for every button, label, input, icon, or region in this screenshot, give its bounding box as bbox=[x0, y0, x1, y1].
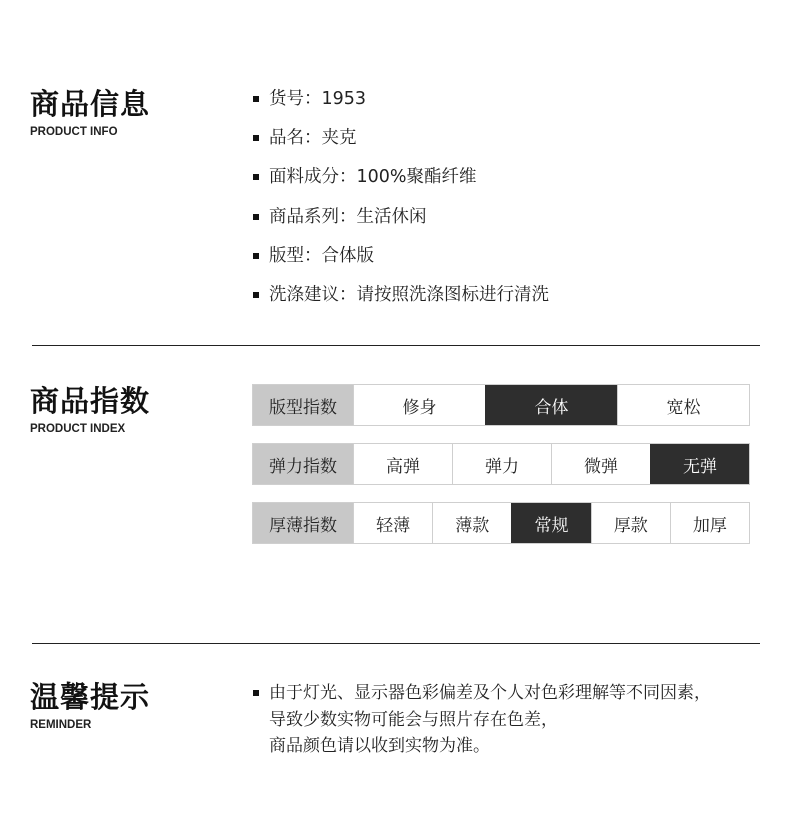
product-info-title: 商品信息 bbox=[30, 87, 151, 121]
fit-index-row bbox=[252, 384, 750, 426]
elasticity-option: 弹力 bbox=[452, 444, 551, 484]
elasticity-index-row bbox=[252, 443, 750, 485]
product-index-heading bbox=[30, 383, 150, 435]
info-item-fit: 版型：合体版 bbox=[253, 241, 549, 280]
info-item-fabric: 面料成分：100%聚酯纤维 bbox=[253, 162, 549, 201]
product-index-subtitle: PRODUCT INDEX bbox=[30, 423, 126, 435]
product-info-subtitle: PRODUCT INFO bbox=[30, 126, 118, 138]
thickness-option: 轻薄 bbox=[353, 503, 432, 543]
reminder-subtitle: REMINDER bbox=[30, 719, 92, 731]
info-item-name: 品名：夹克 bbox=[253, 123, 549, 162]
product-info-heading bbox=[30, 86, 150, 138]
elasticity-index-label: 弹力指数 bbox=[253, 444, 353, 484]
fit-option: 合体 bbox=[485, 385, 617, 425]
section-divider bbox=[32, 345, 760, 346]
thickness-option: 加厚 bbox=[670, 503, 749, 543]
info-item-series: 商品系列：生活休闲 bbox=[253, 202, 549, 241]
reminder-line: 由于灯光、显示器色彩偏差及个人对色彩理解等不同因素， bbox=[269, 683, 711, 703]
info-item-washing: 洗涤建议：请按照洗涤图标进行清洗 bbox=[253, 280, 549, 319]
thickness-option: 薄款 bbox=[432, 503, 511, 543]
elasticity-option: 高弹 bbox=[353, 444, 452, 484]
fit-option: 宽松 bbox=[617, 385, 749, 425]
product-index-title: 商品指数 bbox=[30, 384, 151, 418]
reminder-heading bbox=[30, 679, 150, 731]
info-item-sku: 货号：1953 bbox=[253, 84, 549, 123]
thickness-option: 厚款 bbox=[591, 503, 670, 543]
reminder-line: 商品颜色请以收到实物为准。 bbox=[269, 736, 490, 756]
elasticity-option: 无弹 bbox=[650, 444, 749, 484]
fit-option: 修身 bbox=[353, 385, 485, 425]
thickness-option: 常规 bbox=[511, 503, 590, 543]
thickness-index-label: 厚薄指数 bbox=[253, 503, 353, 543]
section-divider bbox=[32, 643, 760, 644]
fit-index-label: 版型指数 bbox=[253, 385, 353, 425]
thickness-index-row bbox=[252, 502, 750, 544]
elasticity-option: 微弹 bbox=[551, 444, 650, 484]
reminder-title: 温馨提示 bbox=[30, 680, 151, 714]
reminder-text bbox=[253, 680, 711, 760]
reminder-line: 导致少数实物可能会与照片存在色差， bbox=[269, 709, 558, 730]
product-info-list bbox=[253, 84, 549, 319]
